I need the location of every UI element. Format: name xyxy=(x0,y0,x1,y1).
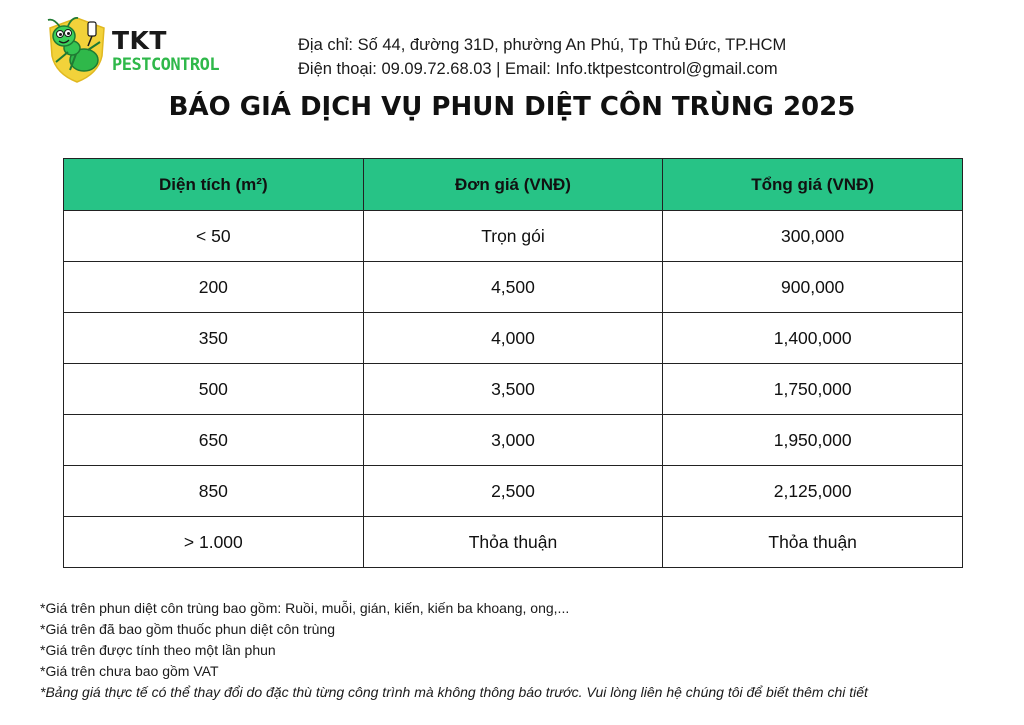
table-header-row xyxy=(64,159,963,211)
contact-info xyxy=(298,33,786,81)
note-line: *Giá trên phun diệt côn trùng bao gồm: Ruồi, muỗi, gián, kiến, kiến ba khoang, ong,... xyxy=(40,600,570,616)
table-row xyxy=(64,364,963,415)
cell-total-price: 1,400,000 xyxy=(663,313,963,364)
cell-area: 200 xyxy=(64,262,364,313)
phone-email-text: Điện thoại: 09.09.72.68.03 | Email: Info.tktpestcontrol@gmail.com xyxy=(298,60,778,78)
brand-name-line1: TKT xyxy=(112,26,167,55)
cell-unit-price: 2,500 xyxy=(363,466,663,517)
note-line: *Bảng giá thực tế có thể thay đổi do đặc thù từng công trình mà không thông báo trước. Vui lòng liên hệ chúng tôi để biết thêm chi tiết xyxy=(40,684,868,700)
cell-total-price: 1,950,000 xyxy=(663,415,963,466)
header-area: Diện tích (m²) xyxy=(64,159,364,211)
cell-area: 650 xyxy=(64,415,364,466)
ant-mascot-icon xyxy=(44,14,110,84)
table-row xyxy=(64,466,963,517)
address-text: Địa chỉ: Số 44, đường 31D, phường An Phú, Tp Thủ Đức, TP.HCM xyxy=(298,36,787,54)
note-line: *Giá trên chưa bao gồm VAT xyxy=(40,663,219,679)
cell-total-price: 900,000 xyxy=(663,262,963,313)
cell-total-price: Thỏa thuận xyxy=(663,517,963,568)
notes-section xyxy=(40,598,868,703)
cell-area: 350 xyxy=(64,313,364,364)
cell-unit-price: 3,000 xyxy=(363,415,663,466)
cell-area: > 1.000 xyxy=(64,517,364,568)
cell-unit-price: 3,500 xyxy=(363,364,663,415)
brand-wordmark xyxy=(112,28,219,74)
cell-area: 500 xyxy=(64,364,364,415)
table-row xyxy=(64,313,963,364)
page-title: BÁO GIÁ DỊCH VỤ PHUN DIỆT CÔN TRÙNG 2025 xyxy=(168,92,856,122)
cell-total-price: 2,125,000 xyxy=(663,466,963,517)
cell-area: 850 xyxy=(64,466,364,517)
header-total-price: Tổng giá (VNĐ) xyxy=(663,159,963,211)
cell-unit-price: Trọn gói xyxy=(363,211,663,262)
cell-unit-price: Thỏa thuận xyxy=(363,517,663,568)
cell-unit-price: 4,000 xyxy=(363,313,663,364)
cell-unit-price: 4,500 xyxy=(363,262,663,313)
note-line: *Giá trên đã bao gồm thuốc phun diệt côn trùng xyxy=(40,621,335,637)
table-row xyxy=(64,415,963,466)
price-table xyxy=(63,158,963,568)
cell-total-price: 1,750,000 xyxy=(663,364,963,415)
note-line: *Giá trên được tính theo một lần phun xyxy=(40,642,276,658)
table-row xyxy=(64,211,963,262)
table-row xyxy=(64,517,963,568)
cell-total-price: 300,000 xyxy=(663,211,963,262)
cell-area: < 50 xyxy=(64,211,364,262)
brand-logo xyxy=(44,14,244,84)
header-unit-price: Đơn giá (VNĐ) xyxy=(363,159,663,211)
table-row xyxy=(64,262,963,313)
brand-name-line2: PESTCONTROL xyxy=(112,55,220,75)
